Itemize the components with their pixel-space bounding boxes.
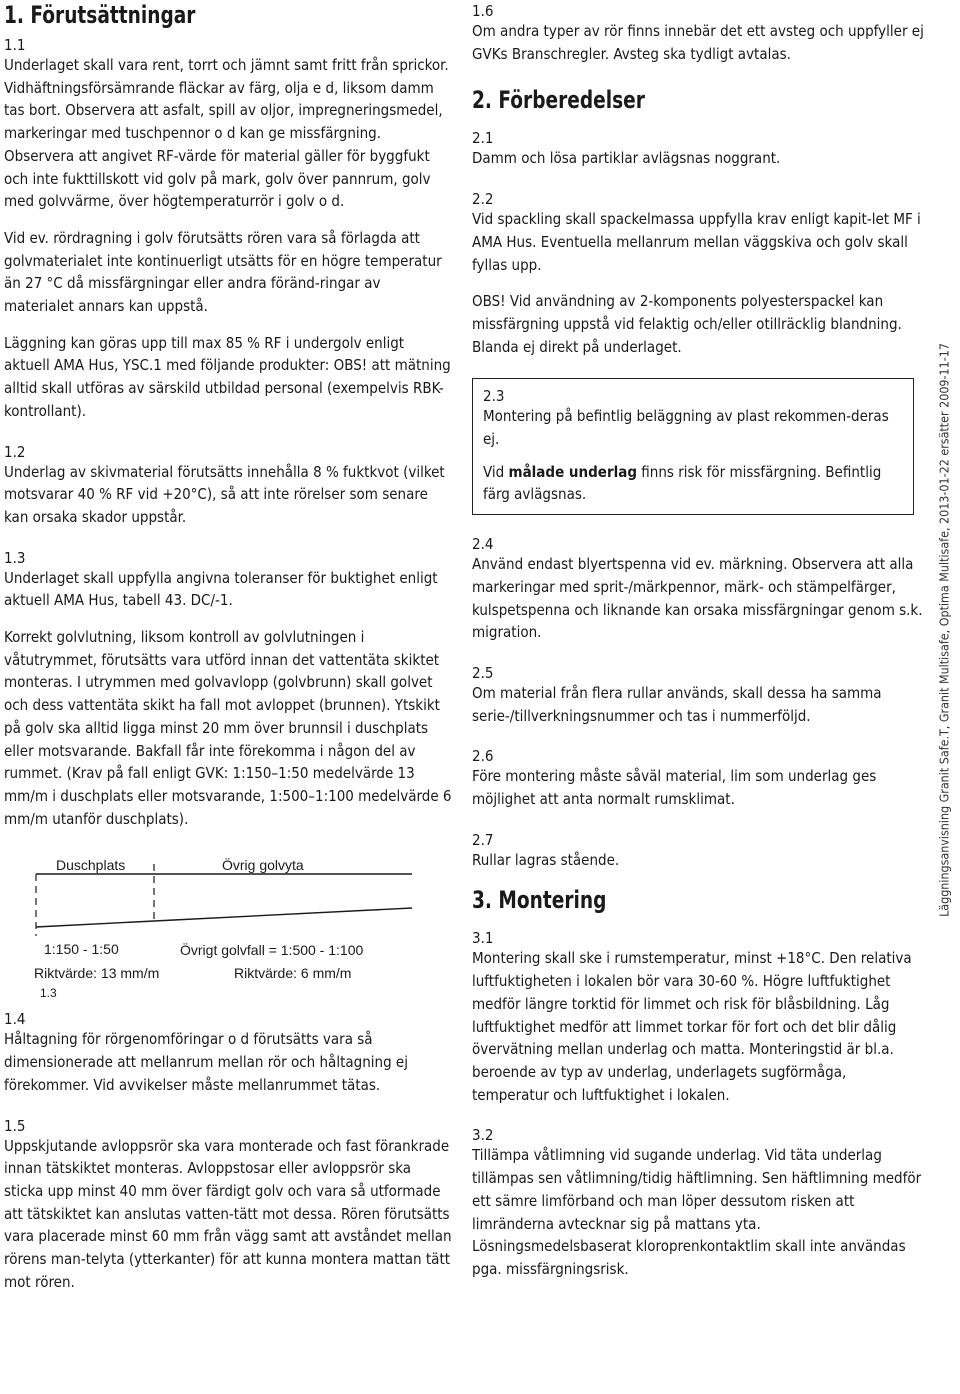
paragraph-2-3-post: finns risk för missfärgning. Befintlig färg avlägsnas. [483,462,882,504]
paragraph-2-7: Rullar lagras stående. [472,850,620,869]
paragraph-2-3-malade [483,461,903,506]
section-number-2-7: 2.7 [472,830,494,849]
paragraph-2-4: Använd endast blyertspenna vid ev. märkning. Observera att alla markeringar med sprit-/märkpennor, märk- och stämpelfärger, kulspetspenna och liknande kan orsaka missfärgningar genom s.k. migration. [472,555,923,642]
diagram-slope-shower: 1:150 - 1:50 [44,941,119,958]
paragraph-2-2-obs: OBS! Vid användning av 2-komponents polyesterspackel kan missfärgning uppstå vid felaktig och/eller otillräcklig blandning. Blanda ej direkt på underlaget. [472,292,902,356]
paragraph-1-1-rordragning: Vid ev. rördragning i golv förutsätts rören vara så förlagda att golvmaterialet inte kontinuerligt utsätts för en högre temperatur än 27 °C då missfärgningar eller andra föränd-ringar av materialet annars kan uppstå. [4,228,442,316]
section-number-1-4: 1.4 [4,1010,26,1029]
paragraph-3-2: Tillämpa våtlimning vid sugande underlag. Vid täta underlag tillämpas sen våtlimning/tidig häftlimning. Sen häftlimning medför ett sämre limförband och man löper dessutom risken att limränderna avtecknar sig på mattans yta. Lösningsmedelsbaserat kloroprenkontaktlim skall inte användas pga. missfärgningsrisk. [472,1146,922,1278]
paragraph-1-1-a [4,54,452,213]
right-column [472,0,924,1281]
diagram-label-other: Övrig golvyta [222,857,304,874]
section-number-3-2: 3.2 [472,1126,494,1145]
heading-montering: 3. Montering [472,886,607,915]
paragraph-2-3-befintlig: Montering på befintlig beläggning av plast rekommen-deras ej. [483,407,889,449]
section-number-2-6: 2.6 [472,747,494,766]
diagram-floor-slope-line-other [174,908,412,920]
paragraph-2-1: Damm och lösa partiklar avlägsnas noggrant. [472,149,781,168]
diagram-caption: 1.3 [40,986,57,1001]
section-number-1-5: 1.5 [4,1116,26,1135]
heading-forberedelser: 2. Förberedelser [472,86,645,115]
diagram-guide-other: Riktvärde: 6 mm/m [234,965,352,982]
paragraph-1-1-a-text: Underlaget skall vara rent, torrt och jämnt samt fritt från sprickor. Vidhäftningsförsämrande fläckar av färg, olja e d, liksom damm tas bort. Observera att asfalt, spill av oljor, impregneringsmedel, markeringar med tuschpennor o d kan ge missfärgning. [4,56,449,143]
paragraph-1-5: Uppskjutande avloppsrör ska vara monterade och fast förankrade innan tätskiktet monteras. Avloppstosar eller avloppsrör ska sticka upp minst 40 mm över färdigt golv och vara så utformade att tätskiktet kan anslutas vatten-tätt mot dessa. Rören förutsätts vara placerade minst 60 mm från vägg samt att avståndet mellan rörens man-telyta (ytterkanter) för att kunna montera mattan tätt mot rören. [4,1136,452,1291]
paragraph-2-3-bold: målade underlag [508,462,637,481]
paragraph-1-3-golvlutning: Korrekt golvlutning, liksom kontroll av golvlutningen i våtutrymmet, förutsätts vara utförd innan det vattentäta skiktet monteras. I utrymmen med golvavlopp (golvbrunn) skall golvet och dess vattentäta skikt ha fall mot avloppet (brunnen). Ytskikt på golv ska alltid ligga minst 20 mm över brunnsil i duschplats eller motsvarande. Bakfall får inte förekomma i någon del av rummet. (Krav på fall enligt GVK: 1:150–1:50 medelvärde 13 mm/m i duschplats eller motsvarande, 1:500–1:100 medelvärde 6 mm/m utanför duschplats). [4,628,452,828]
paragraph-1-1-laggning: Läggning kan göras upp till max 85 % RF i undergolv enligt aktuell AMA Hus, YSC.1 med följande produkter: OBS! att mätning alltid skall utföras av särskild utbildad personal (exempelvis RBK-kontrollant). [4,333,451,420]
paragraph-2-5: Om material från flera rullar används, skall dessa ha samma serie-/tillverkningsnummer och tas i nummerföljd. [472,683,882,725]
paragraph-1-4: Håltagning för rörgenomföringar o d förutsätts vara så dimensionerade att mellanrum mellan rör och håltagning ej förekommer. Vid avvikelser måste mellanrummet tätas. [4,1030,408,1094]
paragraph-1-2: Underlag av skivmaterial förutsätts innehålla 8 % fuktkvot (vilket motsvarar 40 % RF vid +20°C), så att inte rörelser som senare kan orsaka skador uppstår. [4,462,445,526]
section-number-1-3: 1.3 [4,548,26,567]
paragraph-2-6: Före montering måste såväl material, lim som underlag ges möjlighet att anta normalt rumsklimat. [472,767,877,809]
paragraph-1-6: Om andra typer av rör finns innebär det ett avsteg och uppfyller ej GVKs Branschregler. Avsteg ska tydligt avtalas. [472,22,924,63]
section-number-1-6: 1.6 [472,2,494,20]
diagram-floor-slope-line [36,920,174,927]
notice-box-2-3 [472,378,914,515]
diagram-label-shower: Duschplats [56,857,126,874]
paragraph-3-1: Montering skall ske i rumstemperatur, minst +18°C. Den relativa luftfuktigheten i lokalen bör vara 30-60 %. Högre luftfuktighet medför längre torktid för limmet och risk för blåsbildning. Låg luftfuktighet medför att limmet torkar för fort och det blir dålig övervätning mellan underlag och matta. Monteringstid är bl.a. beroende av typ av underlag, underlagets sugförmåga, temperatur och luftfuktighet i lokalen. [472,949,912,1104]
diagram-slope-other: Övrigt golvfall = 1:500 - 1:100 [180,942,364,959]
paragraph-1-1-b-text: Observera att angivet RF-värde för material gäller för byggfukt och inte fukttillskott vid golv på mark, golv över pannrum, golv med golvvärme, över högtemperaturrör i golv o d. [4,146,431,211]
section-number-1-2: 1.2 [4,442,26,461]
section-number-2-3: 2.3 [483,387,505,406]
section-number-2-2: 2.2 [472,190,494,209]
section-number-2-1: 2.1 [472,129,494,148]
left-column [4,0,452,1293]
diagram-guide-shower: Riktvärde: 13 mm/m [34,965,160,982]
heading-forutsattningar: 1. Förutsättningar [4,1,196,29]
sidebar-text: Läggningsanvisning Granit Safe.T, Granit Multisafe, Optima Multisafe, 2013-01-22 ersätter 2009-11-17 [936,343,952,917]
paragraph-2-3-pre: Vid [483,462,509,481]
paragraph-1-3-toleranser: Underlaget skall uppfylla angivna toleranser för buktighet enligt aktuell AMA Hus, tabell 43. DC/-1. [4,568,438,610]
section-number-2-5: 2.5 [472,663,494,682]
section-number-1-1: 1.1 [4,36,26,54]
paragraph-2-2-spackling: Vid spackling skall spackelmassa uppfylla krav enligt kapit-let MF i AMA Hus. Eventuella mellanrum mellan väggskiva och golv skall fyllas upp. [472,210,921,274]
section-number-2-4: 2.4 [472,535,494,554]
section-number-3-1: 3.1 [472,929,494,948]
floor-slope-diagram [4,844,424,994]
